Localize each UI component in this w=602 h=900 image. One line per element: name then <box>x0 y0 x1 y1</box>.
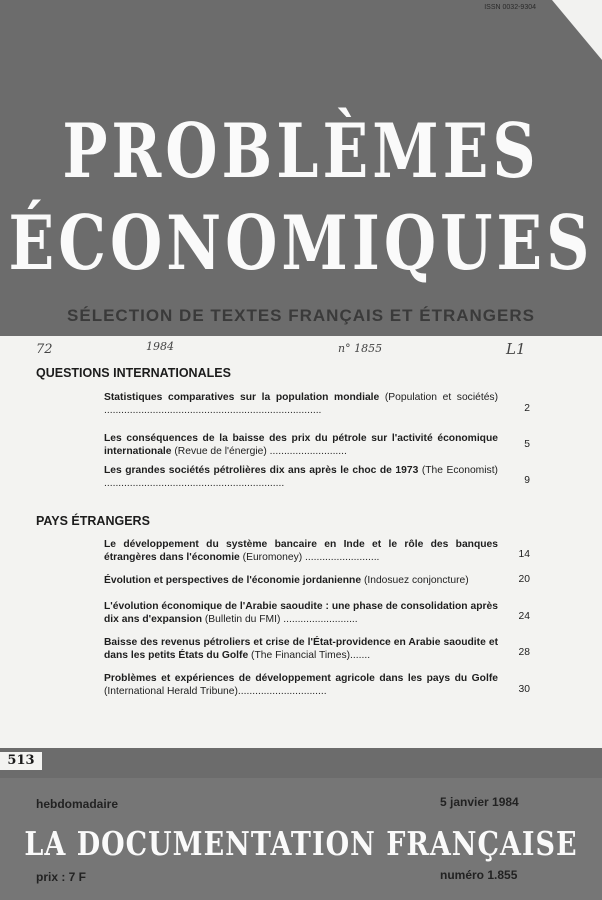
toc-entry <box>104 391 498 417</box>
entry-title: Les conséquences de la baisse des prix du pétrole sur l'activité économique internationale <box>104 433 498 457</box>
toc-entry <box>104 432 498 458</box>
page-number: 28 <box>518 647 530 658</box>
page-number: 24 <box>518 611 530 622</box>
handwritten-note-2: 1984 <box>146 340 174 353</box>
entry-source: (Euromoney) .......................... <box>239 552 380 563</box>
entry-source: (Revue de l'énergie) ........................... <box>171 446 347 457</box>
section-heading: PAYS ÉTRANGERS <box>36 514 150 528</box>
page-number: 9 <box>524 475 530 486</box>
toc-entry <box>104 672 498 698</box>
toc-entry <box>104 600 498 626</box>
page-number: 14 <box>518 549 530 560</box>
entry-source: (The Economist) ............................................................... <box>104 465 498 489</box>
toc-entry <box>104 464 498 490</box>
table-of-contents <box>0 336 602 748</box>
price-label: prix : 7 F <box>36 870 87 884</box>
entry-title: Le développement du système bancaire en Inde et le rôle des banques étrangères dans l'économie <box>104 539 498 563</box>
page-number: 2 <box>524 403 530 414</box>
issn-label: ISSN 0032-9304 <box>484 4 536 11</box>
entry-title: Évolution et perspectives de l'économie jordanienne <box>104 575 362 586</box>
title-line-1: PROBLÈMES <box>62 108 540 196</box>
entry-source: (The Financial Times)....... <box>248 650 371 661</box>
page-number: 20 <box>518 574 530 585</box>
frequency-label: hebdomadaire <box>36 797 119 811</box>
entry-title: Statistiques comparatives sur la population mondiale <box>104 392 380 403</box>
entry-title: Baisse des revenus pétroliers et crise de l'État-providence en Arabie saoudite et dans les petits États du Golfe <box>104 637 498 661</box>
folded-corner <box>552 0 602 60</box>
publisher-name: LA DOCUMENTATION FRANÇAISE <box>24 826 578 864</box>
entry-title: Problèmes et expériences de développement agricole dans les pays du Golfe <box>104 673 498 684</box>
entry-title: Les grandes sociétés pétrolières dix ans après le choc de 1973 <box>104 465 419 476</box>
toc-entry <box>104 538 498 564</box>
entry-source: (Bulletin du FMI) .......................... <box>202 614 358 625</box>
title-line-2: ÉCONOMIQUES <box>8 200 594 288</box>
handwritten-note-4: L1 <box>506 340 526 358</box>
page-number: 30 <box>518 684 530 695</box>
issue-date: 5 janvier 1984 <box>440 795 519 809</box>
entry-source: (Population et sociétés) ............................................................................ <box>104 392 498 416</box>
toc-entry <box>104 636 498 662</box>
entry-source: (Indosuez conjoncture) <box>361 575 469 586</box>
entry-source: (International Herald Tribune)............................... <box>104 686 327 697</box>
issue-number: numéro 1.855 <box>440 868 518 882</box>
page-number: 5 <box>524 439 530 450</box>
section-heading: QUESTIONS INTERNATIONALES <box>36 366 231 380</box>
handwritten-note-3: n° 1855 <box>338 342 383 355</box>
handwritten-note-1: 72 <box>36 342 53 357</box>
subtitle: SÉLECTION DE TEXTES FRANÇAIS ET ÉTRANGERS <box>67 306 535 325</box>
toc-entry <box>104 574 498 587</box>
issue-tag: 513 <box>0 752 42 770</box>
entry-title: L'évolution économique de l'Arabie saoudite : une phase de consolidation après dix ans d'expansion <box>104 601 498 625</box>
